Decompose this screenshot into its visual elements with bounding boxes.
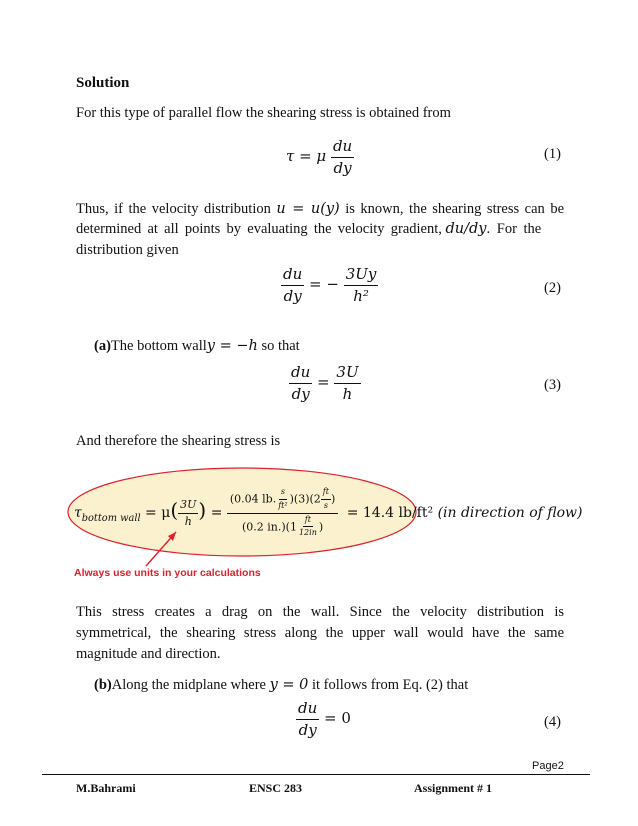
footer-divider <box>42 774 590 775</box>
eq4-number: (4) <box>544 714 561 730</box>
eq2-den: dy <box>283 286 302 305</box>
word: if <box>114 201 123 217</box>
page-number: Page2 <box>532 760 564 772</box>
big-num <box>227 488 338 514</box>
unit-num: ft <box>321 488 331 500</box>
equals: = <box>210 505 223 522</box>
word: be <box>550 201 564 217</box>
eq3-operator: = <box>317 373 330 391</box>
part-a-math: y = −h <box>206 338 258 354</box>
big-fraction <box>227 488 338 538</box>
callout-text: Always use units in your calculations <box>74 567 261 579</box>
eq2-den2: h² <box>353 286 369 305</box>
eq1-num: du <box>331 138 354 158</box>
footer-assignment: Assignment # 1 <box>414 781 493 795</box>
eq4-num: du <box>296 700 319 720</box>
tau-subscript: bottom wall <box>81 512 141 524</box>
inner-fraction <box>178 499 198 528</box>
part-a-text2: so that <box>261 338 300 354</box>
unit-den: ft² <box>278 500 288 510</box>
eq2-num: du <box>281 266 304 286</box>
eq3-number: (3) <box>544 377 561 393</box>
inner-den: h <box>184 514 192 528</box>
solution-heading: Solution <box>76 75 130 91</box>
unit-frac <box>321 488 331 511</box>
equation-4 <box>296 700 351 738</box>
word: the <box>409 201 427 217</box>
footer-course: ENSC 283 <box>249 781 303 795</box>
result: = 14.4 lb/ft² <box>346 505 434 522</box>
part-a-label: (a) <box>94 338 111 354</box>
unit-den: 12in <box>298 528 317 538</box>
inline-math: du/dy <box>445 221 487 237</box>
part-b-line <box>94 677 468 694</box>
eq4-fraction <box>296 700 319 738</box>
eq1-number: (1) <box>544 146 561 162</box>
part-b-label: (b) <box>94 677 112 693</box>
eq1-lhs: τ = μ <box>286 147 327 165</box>
part-b-text2: it follows from Eq. (2) that <box>312 677 469 693</box>
part-b-math: y = 0 <box>269 677 309 693</box>
unit-den: s <box>323 500 328 510</box>
unit-frac <box>297 516 319 539</box>
text: determined at all points by evaluating the velocity gradient, <box>76 221 442 237</box>
para-thus-line3: distribution given <box>76 242 179 258</box>
big-den-part: ) <box>318 519 324 533</box>
part-a-text: The bottom wall <box>110 338 207 354</box>
intro-text: For this type of parallel flow the shearing stress is obtained from <box>76 105 451 121</box>
big-num-part: )(3)(2 <box>289 492 321 506</box>
word: distribution <box>203 201 271 217</box>
word: stress <box>486 201 520 217</box>
eq3-den2: h <box>342 384 353 403</box>
big-den-part: (0.2 in.)(1 <box>241 519 297 533</box>
big-num-part: (0.04 lb. <box>229 492 277 506</box>
word: shearing <box>432 201 482 217</box>
word: known, <box>360 201 404 217</box>
big-den <box>240 514 325 539</box>
part-b-text: Along the midplane where <box>111 677 266 693</box>
word: can <box>524 201 545 217</box>
word: the <box>128 201 147 217</box>
unit-num: s <box>279 488 287 500</box>
eq2-operator: = − <box>309 275 339 293</box>
para-stress-line3: magnitude and direction. <box>76 646 221 662</box>
eq4-den: dy <box>298 720 317 739</box>
word: velocity <box>151 201 199 217</box>
inline-math: u = u(y) <box>276 201 340 217</box>
eq4-rhs: = 0 <box>324 709 351 727</box>
direction-note: (in direction of flow) <box>437 505 583 522</box>
eq1-den: dy <box>333 158 352 177</box>
unit-frac <box>276 488 289 511</box>
therefore-text: And therefore the shearing stress is <box>76 433 281 449</box>
para-stress-line1: This stress creates a drag on the wall. Since the velocity distribution is <box>76 604 564 620</box>
word: is <box>345 201 355 217</box>
eq3-den: dy <box>291 384 310 403</box>
para-stress-line2: symmetrical, the shearing stress along the upper wall would have the same <box>76 625 564 641</box>
tau-symbol: τ <box>74 505 82 522</box>
eq3-num: du <box>289 364 312 384</box>
eq3-num2: 3U <box>334 364 360 384</box>
big-num-part: ) <box>330 492 336 506</box>
shear-stress-equation: $\tau_{bottom wall} = \mu$( $\frac{3U}{h}$ ) = (0.04 lb. $\frac{s}{\text{ft²}}$ )(3)(2 $\frac{ft}{s}$ ) (0.2 in.)(1 $\frac{ft}{12in}$ ) = 14.4 lb/ft² (in direction of flow) <box>74 487 583 538</box>
unit-num: ft <box>303 516 313 528</box>
text: . For the <box>486 221 542 237</box>
inner-num: 3U <box>178 499 198 514</box>
footer-author: M.Bahrami <box>76 781 136 795</box>
eq2-number: (2) <box>544 280 561 296</box>
eq-mu: = μ <box>145 505 171 522</box>
eq2-num2: 3Uy <box>344 266 379 286</box>
word: Thus, <box>76 201 109 217</box>
